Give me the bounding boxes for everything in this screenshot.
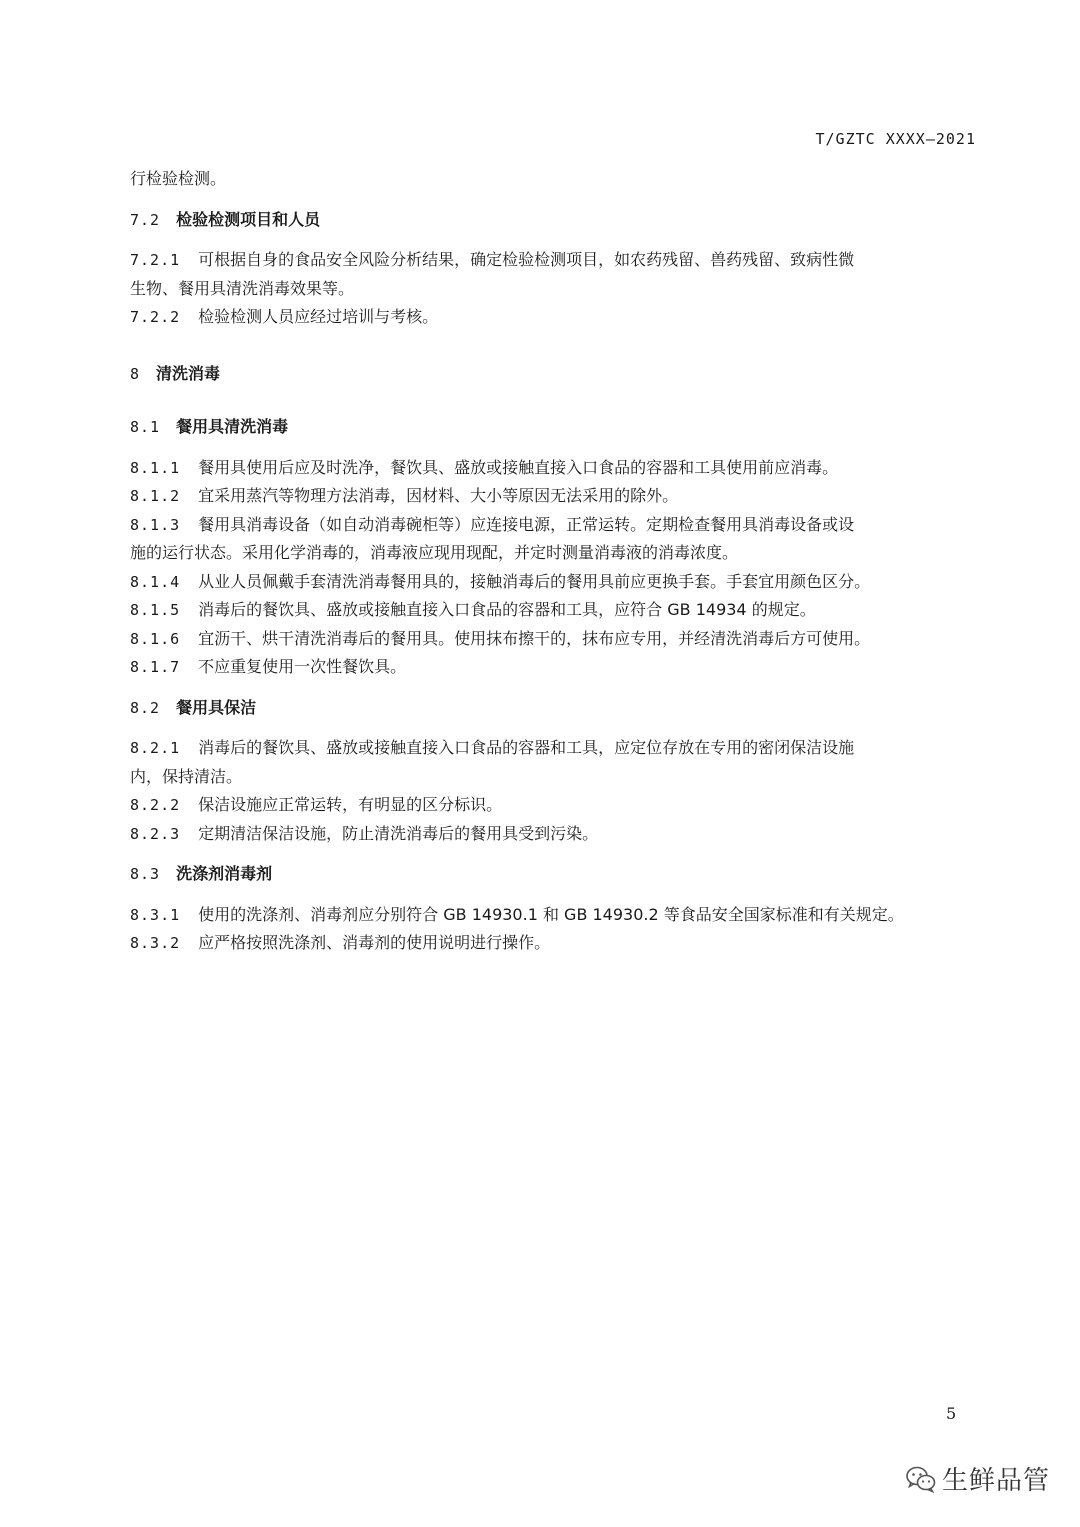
section-number: 8.3 [130, 865, 161, 883]
section-title: 餐用具清洗消毒 [176, 417, 289, 436]
section-title: 餐用具保洁 [176, 697, 257, 717]
section-number: 7.2 [130, 210, 161, 229]
clause-8-1-3-cont: 施的运行状态。采用化学消毒的，消毒液应现用现配，并定时测量消毒液的消毒浓度。 [130, 543, 739, 562]
watermark [906, 1460, 1050, 1497]
section-title: 清洗消毒 [156, 363, 221, 383]
clause-text: 消毒后的餐饮具、盛放或接触直接入口食品的容器和工具，应定位存放在专用的密闭保洁设施 [198, 738, 855, 757]
clause-number: 8.2.1 [130, 739, 181, 757]
clause-8-2-2 [130, 791, 978, 820]
clause-text: 定期清洁保洁设施，防止清洗消毒后的餐用具受到污染。 [198, 823, 599, 843]
clause-8-1-5 [130, 596, 978, 625]
clause-text: 检验检测人员应经过培训与考核。 [198, 307, 439, 326]
clause-8-1-6 [130, 625, 978, 654]
clause-number: 8.1.7 [130, 658, 181, 676]
watermark-text: 生鲜品管 [942, 1466, 1051, 1496]
clause-8-2-1-cont: 内，保持清洁。 [130, 766, 243, 786]
clause-number: 8.1.6 [130, 629, 181, 648]
section-number: 8 [130, 364, 141, 383]
clause-number: 8.1.1 [130, 458, 181, 477]
section-heading-8-3 [130, 860, 978, 889]
clause-text: 使用的洗涤剂、消毒剂应分别符合 GB 14930.1 和 GB 14930.2 等食品安全国家标准和有关规定。 [198, 904, 904, 924]
clause-text: 宜沥干、烘干清洗消毒后的餐用具。使用抹布擦干的，抹布应专用，并经清洗消毒后方可使用。 [198, 628, 871, 648]
clause-7-2-2 [130, 303, 978, 332]
clause-text: 保洁设施应正常运转，有明显的区分标识。 [198, 795, 503, 814]
clause-8-3-2 [130, 929, 978, 958]
clause-number: 8.1.2 [130, 487, 181, 505]
clause-text: 不应重复使用一次性餐饮具。 [198, 657, 407, 676]
section-heading-8-1 [130, 413, 978, 442]
clause-text: 餐用具使用后应及时洗净，餐饮具、盛放或接触直接入口食品的容器和工具使用前应消毒。 [198, 457, 839, 477]
clause-text: 餐用具消毒设备（如自动消毒碗柜等）应连接电源，正常运转。定期检查餐用具消毒设备或设 [198, 514, 855, 534]
clause-number: 7.2.2 [130, 308, 181, 326]
clause-number: 8.3.1 [130, 905, 181, 924]
clause-7-2-1-cont: 生物、餐用具清洗消毒效果等。 [130, 278, 355, 298]
wechat-icon [906, 1465, 936, 1493]
section-heading-7-2 [130, 206, 978, 235]
clause-7-2-1 [130, 246, 978, 275]
clause-number: 8.3.2 [130, 934, 181, 952]
clause-text: 应严格按照洗涤剂、消毒剂的使用说明进行操作。 [198, 933, 551, 952]
paragraph-continuation: 行检验检测。 [130, 169, 227, 188]
page-number: 5 [946, 1404, 957, 1423]
section-title: 检验检测项目和人员 [176, 209, 321, 229]
clause-8-1-3 [130, 511, 978, 540]
clause-number: 8.1.4 [130, 572, 181, 591]
clause-number: 8.2.3 [130, 824, 181, 843]
clause-text: 宜采用蒸汽等物理方法消毒，因材料、大小等原因无法采用的除外。 [198, 486, 679, 505]
document-body [130, 165, 978, 958]
clause-number: 8.1.5 [130, 601, 181, 619]
section-title: 洗涤剂消毒剂 [176, 864, 273, 883]
clause-8-3-1 [130, 901, 978, 930]
clause-number: 8.1.3 [130, 515, 181, 534]
clause-text: 消毒后的餐饮具、盛放或接触直接入口食品的容器和工具，应符合 GB 14934 的规定。 [198, 600, 816, 619]
clause-number: 8.2.2 [130, 796, 181, 814]
clause-number: 7.2.1 [130, 251, 181, 269]
clause-8-1-1 [130, 454, 978, 483]
section-heading-8-2 [130, 694, 978, 723]
document-code: T/GZTC XXXX—2021 [815, 130, 976, 148]
clause-8-1-2 [130, 482, 978, 511]
clause-8-1-4 [130, 568, 978, 597]
clause-text: 从业人员佩戴手套清洗消毒餐用具的，接触消毒后的餐用具前应更换手套。手套宜用颜色区分。 [198, 571, 871, 591]
clause-8-2-3 [130, 820, 978, 849]
section-number: 8.1 [130, 418, 161, 436]
clause-8-1-7 [130, 653, 978, 682]
clause-text: 可根据自身的食品安全风险分析结果，确定检验检测项目，如农药残留、兽药残留、致病性微 [198, 250, 855, 269]
section-number: 8.2 [130, 698, 161, 717]
clause-8-2-1 [130, 734, 978, 763]
section-heading-8 [130, 360, 978, 389]
